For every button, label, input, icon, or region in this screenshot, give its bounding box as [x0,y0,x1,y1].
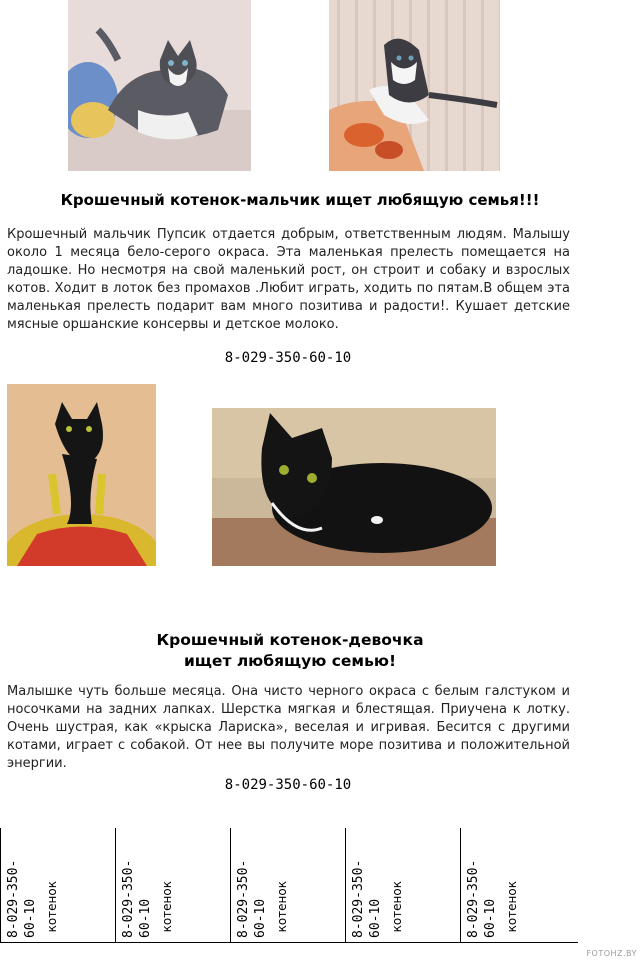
tab-phone-line1: 8-029-350- [121,859,136,938]
kitten-boy-photo-1 [68,0,251,171]
kitten-girl-photo-1 [7,384,156,566]
section2-phone: 8-029-350-60-10 [224,777,352,793]
tab-phone-line1: 8-029-350- [351,859,366,938]
tab-label: котенок [45,880,59,932]
kitten-girl-photo-2 [212,408,496,566]
tab-phone-line1: 8-029-350- [466,859,481,938]
tear-off-tab[interactable] [230,828,345,942]
watermark: FOTOHZ.BY [586,949,637,958]
tab-label: котенок [160,880,174,932]
tab-phone-line2: 60-10 [368,898,383,938]
tab-phone-line2: 60-10 [23,898,38,938]
section1-description: Крошечный мальчик Пупсик отдается добрым, ответственным людям. Малышу около 1 месяца бело-серого окраса. Эта маленькая прелесть помещается на ладошке. Но несмотря на свой маленький рост, он строит и собаку и взрослых котов. Ходит в лоток без промахов .Любит играть, ходить по пятам.В общем эта маленькая прелесть подарит вам много позитива и радости!. Кушает детские мясные оршанские консервы и детское молоко. [7,227,570,332]
section1-title: Крошечный котенок-мальчик ищет любящую семья!!! [60,191,540,209]
kitten-boy-photo-2 [329,0,500,171]
tab-phone [350,838,386,938]
section2-description: Малышке чуть больше месяца. Она чисто черного окраса с белым галстуком и носочками на задних лапках. Шерстка мягкая и блестящая. Приучена к лотку. Очень шустрая, как «крыска Лариска», веселая и игривая. Бесится с другими котами, играет с собакой. От нее вы получите море позитива и положительной энергии. [7,684,570,771]
tab-phone-line2: 60-10 [138,898,153,938]
section2-title-line2: ищет любящую семью! [183,652,397,670]
tear-off-tab[interactable] [0,828,115,942]
tab-label: котенок [390,880,404,932]
tab-phone [465,838,501,938]
section1-phone: 8-029-350-60-10 [224,350,352,366]
tab-phone [235,838,271,938]
tab-label: котенок [275,880,289,932]
tear-off-tab[interactable] [460,828,578,942]
section2-title-line1: Крошечный котенок-девочка [156,631,424,649]
tab-phone-line1: 8-029-350- [236,859,251,938]
tab-phone-line1: 8-029-350- [6,859,21,938]
tear-off-tab[interactable] [345,828,460,942]
tab-phone [120,838,156,938]
tab-phone-line2: 60-10 [253,898,268,938]
tab-phone-line2: 60-10 [483,898,498,938]
tear-off-strip [0,828,578,943]
tab-phone [5,838,41,938]
tear-off-tab[interactable] [115,828,230,942]
tab-label: котенок [505,880,519,932]
